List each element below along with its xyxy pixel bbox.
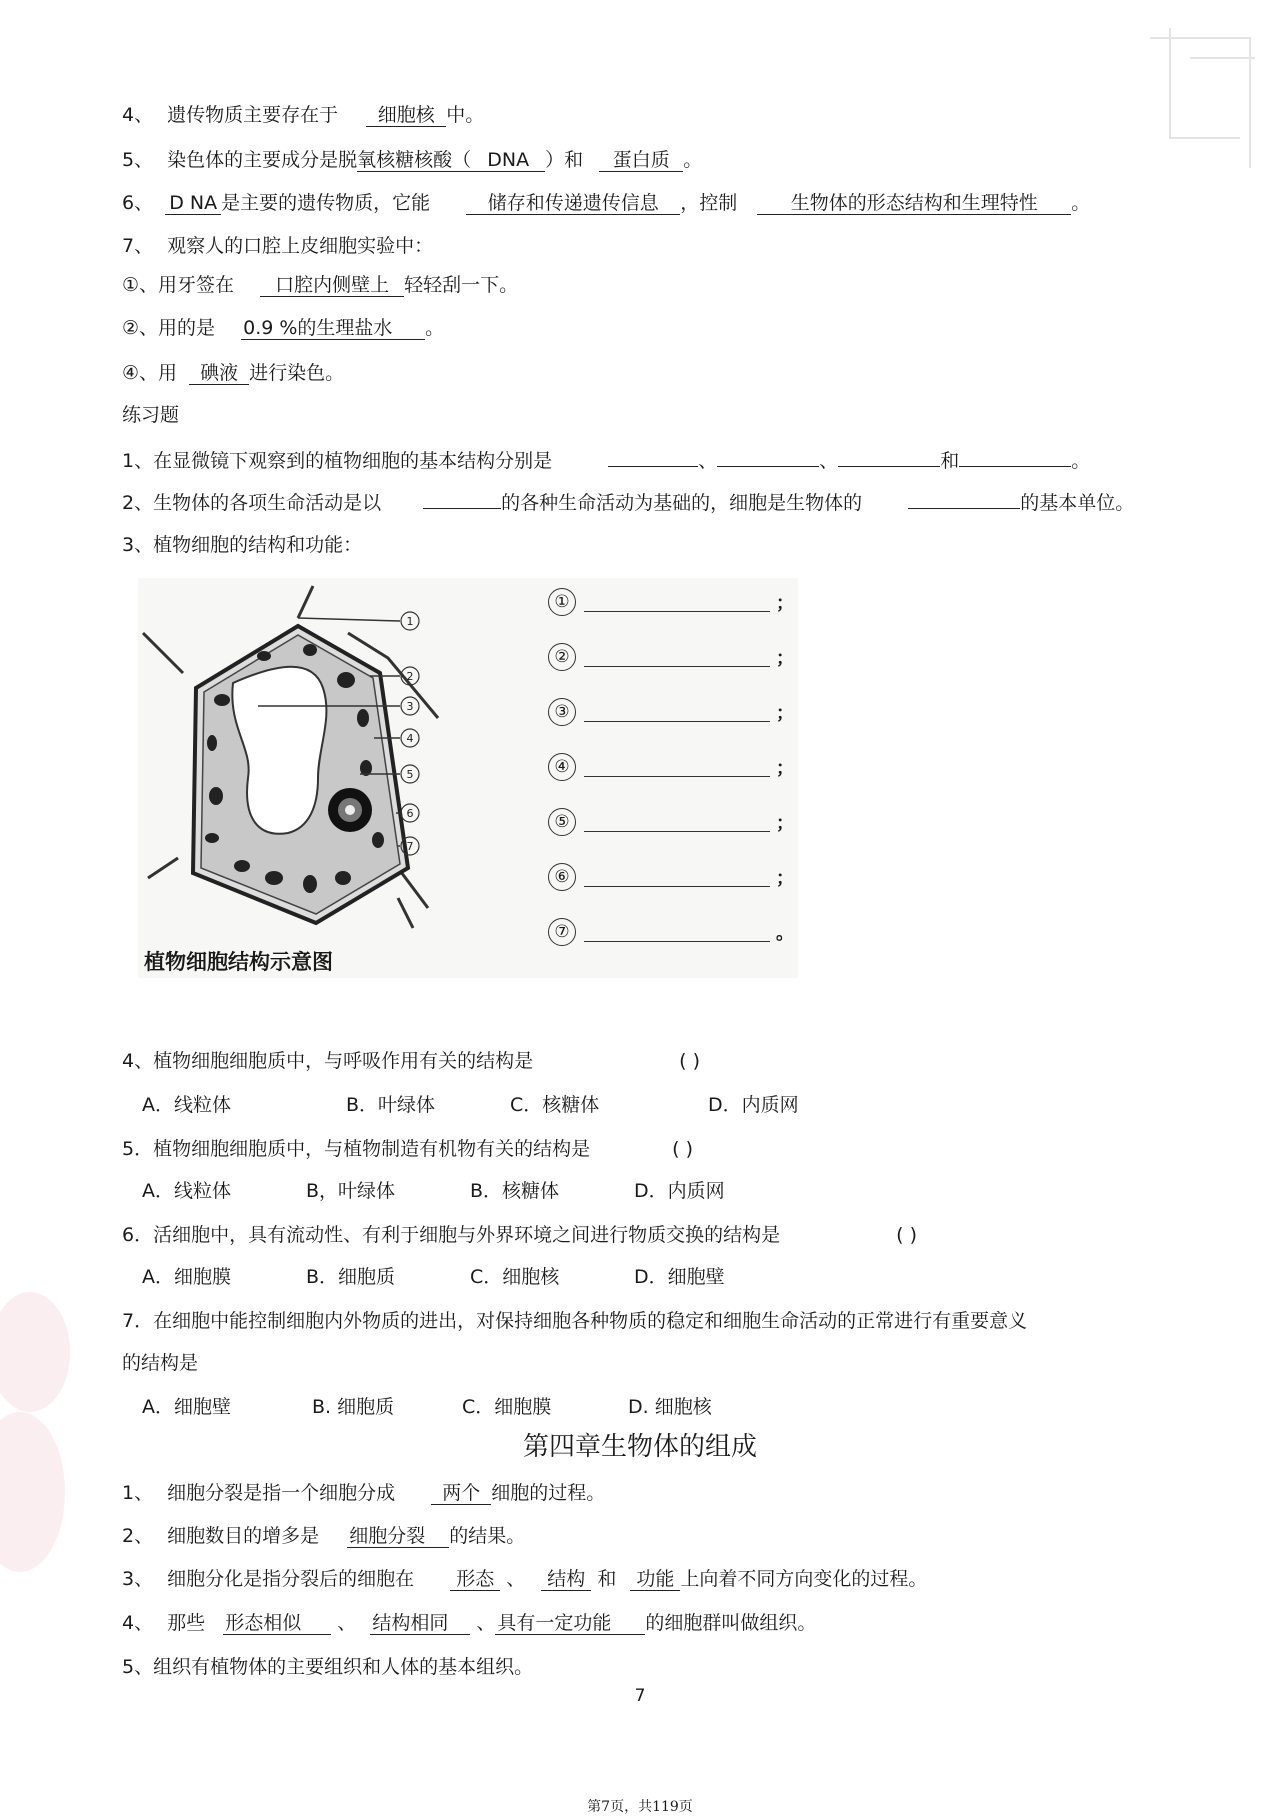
chapter-title: 第四章生物体的组成 xyxy=(522,1432,757,1462)
q-number: 6． xyxy=(122,1224,154,1246)
q-text: 上向着不同方向变化的过程。 xyxy=(680,1568,928,1590)
option: A．细胞膜 xyxy=(142,1266,231,1288)
answer: 结构 xyxy=(541,1568,591,1591)
q-text: 染色体的主要成分是脱 xyxy=(167,149,358,171)
practice-q5 xyxy=(122,1136,693,1162)
answer: 0.9 %的生理盐水 xyxy=(241,317,425,340)
review-q7a xyxy=(122,272,518,298)
q-text: 、 xyxy=(476,1612,496,1634)
chapter-q1 xyxy=(122,1480,605,1506)
q-text: 细胞的过程。 xyxy=(491,1482,606,1504)
review-q7b xyxy=(122,315,444,341)
blank xyxy=(423,490,501,509)
q-text: 和 xyxy=(940,450,960,472)
practice-q2 xyxy=(122,490,1134,516)
option: C．细胞核 xyxy=(470,1266,560,1288)
practice-q7-cont: 的结构是 xyxy=(122,1352,199,1374)
option: C．细胞膜 xyxy=(462,1396,552,1418)
label-number: ⑤ xyxy=(548,808,576,836)
blank xyxy=(584,923,770,942)
blank xyxy=(584,703,770,722)
q-text: 的各种生命活动为基础的，细胞是生物体的 xyxy=(501,492,863,514)
q-text: 细胞数目的增多是 xyxy=(167,1525,320,1547)
answer: 具有一定功能 xyxy=(495,1612,645,1635)
q-text: 用牙签在 xyxy=(158,274,235,296)
q-number: ②、 xyxy=(122,317,159,339)
review-q7 xyxy=(122,233,433,259)
q-number: 2、 xyxy=(122,492,154,514)
answer: DNA xyxy=(471,149,545,172)
q-number: 4、 xyxy=(122,1612,154,1634)
q-text: 用的是 xyxy=(158,317,216,339)
plant-cell-diagram xyxy=(138,578,518,938)
answer: 细胞分裂 xyxy=(347,1525,449,1548)
q-text: 活细胞中，具有流动性、有利于细胞与外界环境之间进行物质交换的结构是 xyxy=(153,1224,781,1246)
figure-caption: 植物细胞结构示意图 xyxy=(144,950,333,974)
q-number: ④、 xyxy=(122,362,159,384)
answer: 生物体的形态结构和生理特性 xyxy=(757,192,1071,215)
q-text: 的结果。 xyxy=(449,1525,526,1547)
q-text: 、 xyxy=(506,1568,526,1590)
blank xyxy=(838,448,940,467)
option: B．细胞质 xyxy=(306,1266,396,1288)
q-text: ）和 xyxy=(545,149,584,171)
q-text: 生物体的各项生命活动是以 xyxy=(153,492,382,514)
q-text: 的基本单位。 xyxy=(1020,492,1135,514)
q-text: 细胞分裂是指一个细胞分成 xyxy=(167,1482,396,1504)
page-footer: 第7页，共119页 xyxy=(587,1799,693,1815)
q-number: 5、 xyxy=(122,1656,154,1678)
practice-q7 xyxy=(122,1308,1027,1334)
q-text: 的细胞群叫做组织。 xyxy=(645,1612,817,1634)
q-text: 。 xyxy=(683,149,703,171)
q-number: 1、 xyxy=(122,1482,154,1504)
q-text: 在细胞中能控制细胞内外物质的进出，对保持细胞各种物质的稳定和细胞生命活动的正常进行有重要意义 xyxy=(153,1310,1028,1332)
label-row xyxy=(548,863,794,903)
q-number: 3、 xyxy=(122,534,154,556)
blank xyxy=(584,648,770,667)
q-text: 和 xyxy=(597,1568,617,1590)
q-number: 6、 xyxy=(122,192,154,214)
q-text: 那些 xyxy=(167,1612,206,1634)
q-text: ，控制 xyxy=(680,192,738,214)
answer: 形态 xyxy=(450,1568,500,1591)
q-number: 4、 xyxy=(122,1050,154,1072)
option: C．核糖体 xyxy=(510,1094,600,1116)
svg-text:4: 4 xyxy=(406,732,414,745)
label-number: ④ xyxy=(548,753,576,781)
chapter-q2 xyxy=(122,1523,525,1549)
label-end: ； xyxy=(776,648,794,669)
q-text: 植物细胞细胞质中，与植物制造有机物有关的结构是 xyxy=(153,1138,591,1160)
q-number: 1、 xyxy=(122,450,154,472)
q-number: 3、 xyxy=(122,1568,154,1590)
review-q6 xyxy=(122,190,1090,216)
chapter-q5 xyxy=(122,1654,533,1680)
q-number: 2、 xyxy=(122,1525,154,1547)
answer: 形态相似 xyxy=(223,1612,331,1635)
option: D. 细胞核 xyxy=(628,1396,712,1418)
label-number: ① xyxy=(548,588,576,616)
q-text: 在显微镜下观察到的植物细胞的基本结构分别是 xyxy=(153,450,553,472)
answer: 储存和传递遗传信息 xyxy=(466,192,680,215)
q-number: 7、 xyxy=(122,235,154,257)
option: D．内质网 xyxy=(708,1094,799,1116)
blank xyxy=(584,868,770,887)
chapter-q3 xyxy=(122,1566,927,1592)
label-number: ② xyxy=(548,643,576,671)
q-text: 轻轻刮一下。 xyxy=(404,274,519,296)
practice-title: 练习题 xyxy=(122,404,180,426)
label-row xyxy=(548,753,794,793)
option: B．叶绿体 xyxy=(346,1094,436,1116)
q-number: ①、 xyxy=(122,274,159,296)
svg-text:2: 2 xyxy=(406,670,414,683)
blank xyxy=(584,813,770,832)
review-q5 xyxy=(122,147,702,173)
answer: 结构相同 xyxy=(370,1612,470,1635)
q-text: 。 xyxy=(1071,450,1091,472)
label-row xyxy=(548,698,794,738)
q-text: 植物细胞细胞质中，与呼吸作用有关的结构是 xyxy=(153,1050,534,1072)
q-text: 、 xyxy=(819,450,839,472)
label-row xyxy=(548,588,794,628)
label-row xyxy=(548,808,794,848)
option: B. 细胞质 xyxy=(312,1396,395,1418)
q-text: 用 xyxy=(158,362,178,384)
answer: 两个 xyxy=(431,1482,491,1505)
q-text: 。 xyxy=(425,317,445,339)
option: A．细胞壁 xyxy=(142,1396,231,1418)
label-row xyxy=(548,918,794,958)
blank xyxy=(608,448,698,467)
svg-text:1: 1 xyxy=(406,615,414,628)
q-number: 4、 xyxy=(122,104,154,126)
q-text: 、 xyxy=(698,450,718,472)
q-text: 是主要的遗传物质，它能 xyxy=(221,192,431,214)
label-row xyxy=(548,643,794,683)
label-end: ； xyxy=(776,703,794,724)
option: A．线粒体 xyxy=(142,1094,231,1116)
answer: 碘液 xyxy=(189,362,249,385)
q-number: 5、 xyxy=(122,149,154,171)
answer-paren: ( ) xyxy=(896,1224,918,1246)
answer: D NA xyxy=(165,192,221,215)
label-end: ； xyxy=(776,593,794,614)
blank xyxy=(717,448,819,467)
option: D．细胞壁 xyxy=(634,1266,725,1288)
answer: 蛋白质 xyxy=(599,149,683,172)
q-number: 5． xyxy=(122,1138,154,1160)
q-text: 遗传物质主要存在于 xyxy=(167,104,339,126)
label-number: ⑦ xyxy=(548,918,576,946)
label-end: ； xyxy=(776,758,794,779)
blank xyxy=(959,448,1071,467)
q-text-underlined: 氧核糖核酸（ xyxy=(357,149,472,171)
practice-q3 xyxy=(122,532,362,558)
blank xyxy=(584,758,770,777)
svg-text:3: 3 xyxy=(406,700,414,713)
practice-q1 xyxy=(122,448,1090,474)
review-q4 xyxy=(122,102,484,128)
svg-text:5: 5 xyxy=(406,768,414,781)
blank xyxy=(584,593,770,612)
label-number: ③ xyxy=(548,698,576,726)
q-text: 中。 xyxy=(446,104,485,126)
option: B，叶绿体 xyxy=(306,1180,396,1202)
label-end: ； xyxy=(776,868,794,889)
chapter-q4 xyxy=(122,1610,816,1636)
option: B．核糖体 xyxy=(470,1180,560,1202)
q-number: 7． xyxy=(122,1310,154,1332)
q-text: 进行染色。 xyxy=(249,362,345,384)
q-text: 、 xyxy=(337,1612,357,1634)
q-text: 植物细胞的结构和功能： xyxy=(153,534,363,556)
q-text: 。 xyxy=(1071,192,1091,214)
svg-text:7: 7 xyxy=(406,840,414,853)
label-end: ； xyxy=(776,813,794,834)
q-text: 细胞分化是指分裂后的细胞在 xyxy=(167,1568,415,1590)
answer-paren: ( ) xyxy=(679,1050,701,1072)
label-end: 。 xyxy=(776,923,794,944)
page-number: 7 xyxy=(634,1686,646,1706)
blank xyxy=(908,490,1020,509)
option: A．线粒体 xyxy=(142,1180,231,1202)
q-text: 组织有植物体的主要组织和人体的基本组织。 xyxy=(153,1656,534,1678)
label-number: ⑥ xyxy=(548,863,576,891)
answer: 细胞核 xyxy=(366,104,446,127)
option: D．内质网 xyxy=(634,1180,725,1202)
practice-q6 xyxy=(122,1222,917,1248)
svg-text:6: 6 xyxy=(406,807,414,820)
answer-paren: ( ) xyxy=(672,1138,694,1160)
q-text: 观察人的口腔上皮细胞实验中： xyxy=(167,235,434,257)
answer: 功能 xyxy=(630,1568,680,1591)
practice-q4 xyxy=(122,1048,700,1074)
answer: 口腔内侧壁上 xyxy=(260,274,404,297)
corner-decoration xyxy=(1130,18,1260,178)
review-q7c xyxy=(122,360,344,386)
